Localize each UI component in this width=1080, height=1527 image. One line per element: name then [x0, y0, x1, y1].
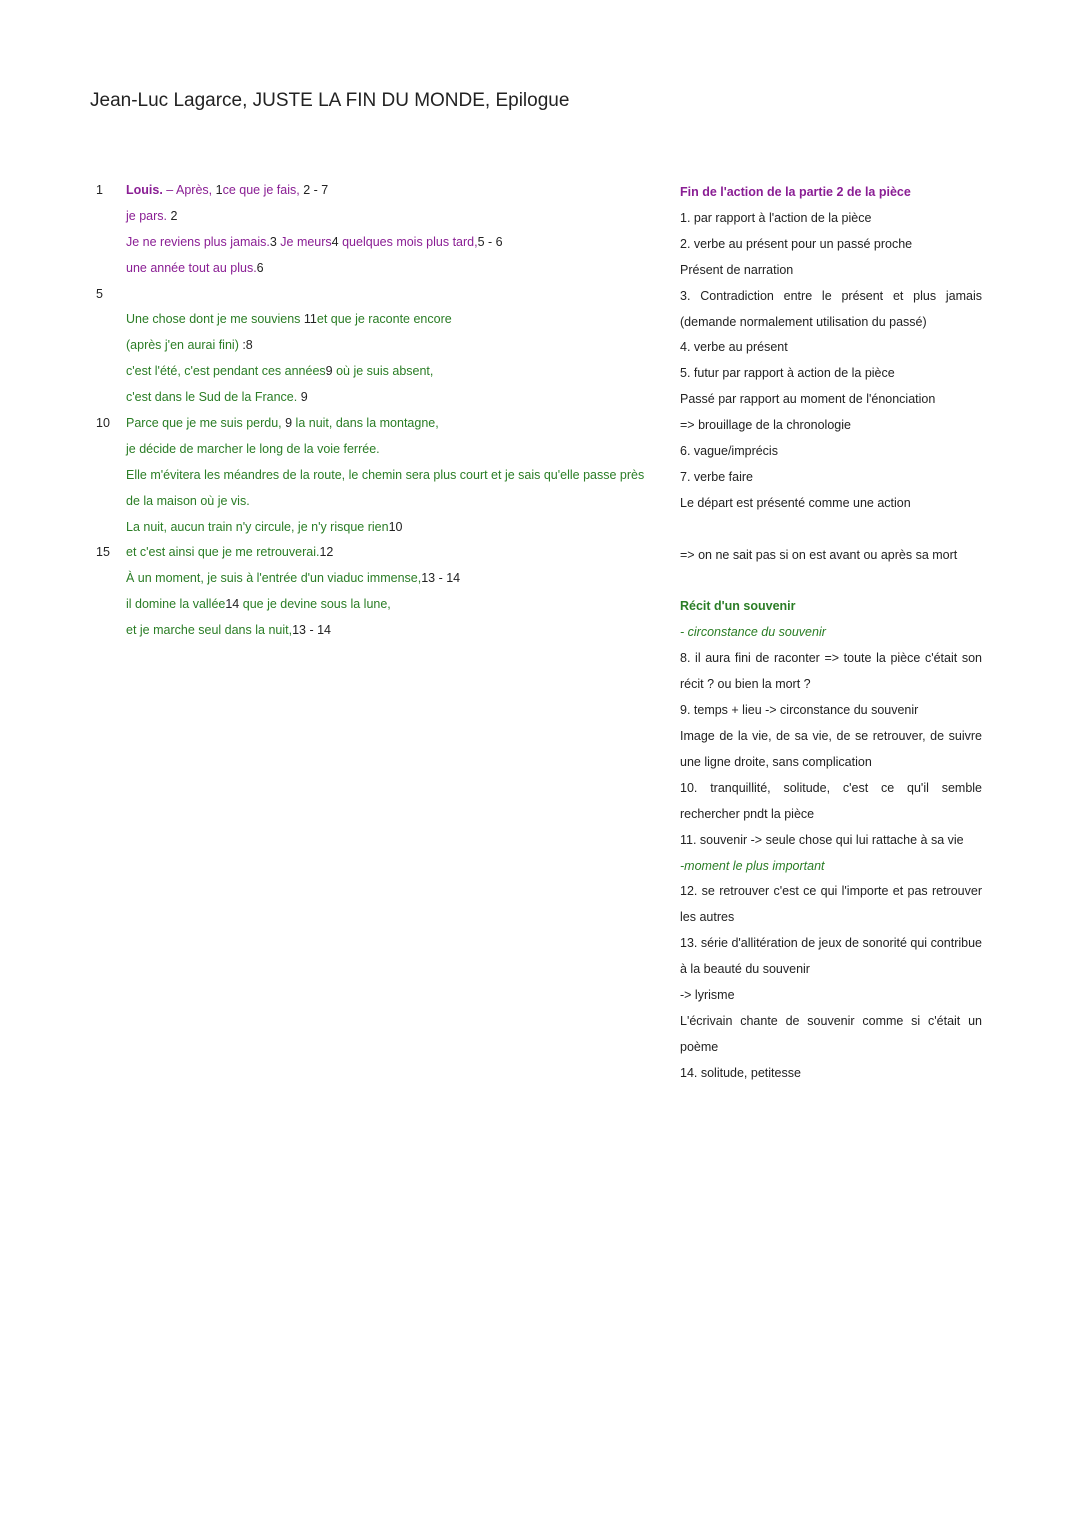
text-segment: où je suis absent, [336, 364, 434, 379]
text-segment: c'est dans le Sud de la France. [126, 390, 298, 405]
text-segment: – Après, [162, 183, 216, 197]
note-item: Présent de narration [680, 262, 794, 277]
annotation-marker: 12 [319, 545, 334, 560]
note-item: 12. se retrouver c'est ce qui l'importe et pas retrouver les autres [680, 884, 982, 925]
annotation-marker: 9 [297, 390, 308, 405]
note-item: 6. vague/imprécis [680, 444, 778, 459]
line-text [126, 387, 666, 413]
line-number [96, 335, 126, 361]
text-segment: la nuit, dans la montagne, [295, 416, 439, 431]
note-item: => on ne sait pas si on est avant ou après sa mort [680, 547, 958, 562]
note-heading: Récit d'un souvenir [680, 599, 796, 614]
text-line [96, 206, 666, 232]
text-segment: À un moment, je suis à l'entrée d'un viaduc immense, [126, 571, 422, 586]
annotation-marker: 1 [215, 183, 223, 197]
line-text [126, 284, 666, 310]
text-line [96, 517, 666, 543]
text-segment: quelques mois plus tard, [342, 234, 478, 249]
line-text [126, 309, 666, 335]
text-line [96, 309, 666, 335]
text-segment: Une chose dont je me souviens [126, 312, 304, 327]
line-text [126, 413, 666, 439]
text-line [96, 180, 666, 206]
text-line [96, 568, 666, 594]
line-text [126, 439, 666, 465]
line-text [126, 180, 666, 206]
line-text [126, 335, 666, 361]
text-line [96, 542, 666, 568]
line-text [126, 361, 666, 387]
note-item: - circonstance du souvenir [680, 625, 826, 640]
text-line [96, 387, 666, 413]
text-segment: et c'est ainsi que je me retrouverai. [126, 545, 320, 560]
note-item: -moment le plus important [680, 858, 825, 873]
annotation-marker: 3 [269, 234, 281, 249]
note-item: => brouillage de la chronologie [680, 418, 851, 433]
text-segment: Je meurs [280, 234, 332, 249]
annotation-marker: 11 [303, 312, 317, 327]
line-number: 10 [96, 416, 110, 431]
note-heading: Fin de l'action de la partie 2 de la pièce [680, 185, 911, 199]
line-number [96, 620, 126, 646]
line-text [126, 232, 666, 258]
line-text [126, 517, 666, 543]
annotation-marker: 9 [281, 416, 296, 431]
line-number [96, 465, 126, 491]
line-text [126, 465, 666, 491]
note-item: 14. solitude, petitesse [680, 1065, 801, 1080]
text-segment: ce que je fais, [222, 183, 300, 197]
annotation-marker: :8 [242, 338, 253, 353]
note-item: 4. verbe au présent [680, 340, 788, 355]
line-number [96, 206, 126, 232]
text-line [96, 361, 666, 387]
line-number: 5 [96, 286, 103, 301]
text-line [96, 439, 666, 465]
text-line [96, 232, 666, 258]
note-item: 13. série d'allitération de jeux de sonorité qui contribue à la beauté du souvenir [680, 936, 982, 977]
line-number [96, 361, 126, 387]
note-item: 11. souvenir -> seule chose qui lui rattache à sa vie [680, 832, 964, 847]
annotation-marker: 13 - 14 [421, 571, 461, 586]
note-item: 2. verbe au présent pour un passé proche [680, 236, 913, 251]
note-item: 1. par rapport à l'action de la pièce [680, 210, 872, 225]
line-number [96, 491, 126, 517]
line-text [126, 206, 666, 232]
line-text [126, 491, 666, 517]
annotation-marker: 10 [388, 519, 403, 534]
annotation-marker: 2 - 7 [299, 183, 329, 197]
line-number [96, 568, 126, 594]
text-segment: Je ne reviens plus jamais. [126, 234, 270, 249]
text-line [96, 594, 666, 620]
note-item: Image de la vie, de sa vie, de se retrouver, de suivre une ligne droite, sans complication [680, 729, 982, 769]
annotation-marker: 2 [167, 208, 178, 223]
line-number [96, 517, 126, 543]
note-item: L'écrivain chante de souvenir comme si c'était un poème [680, 1013, 982, 1054]
text-line [96, 258, 666, 284]
text-segment: une année tout au plus. [126, 260, 257, 275]
annotation-marker: 6 [256, 260, 264, 275]
note-item: Passé par rapport au moment de l'énonciation [680, 392, 936, 407]
note-item: 3. Contradiction entre le présent et plus jamais (demande normalement utilisation du passé) [680, 288, 982, 329]
line-text [126, 258, 666, 284]
line-text [126, 542, 666, 568]
page-title: Jean-Luc Lagarce, JUSTE LA FIN DU MONDE, Epilogue [90, 90, 570, 111]
text-segment: et que je raconte encore [316, 312, 452, 327]
line-number: 15 [96, 545, 110, 560]
note-spacer [680, 517, 982, 543]
line-number [96, 232, 126, 258]
note-item: Le départ est présenté comme une action [680, 495, 911, 510]
note-item: 5. futur par rapport à action de la pièce [680, 366, 895, 381]
line-text [126, 568, 666, 594]
line-number [96, 387, 126, 413]
excerpt-text [96, 180, 666, 646]
text-segment: je décide de marcher le long de la voie ferrée. [126, 441, 380, 456]
text-segment: c'est l'été, c'est pendant ces années [126, 364, 326, 379]
line-number: 1 [96, 183, 103, 197]
annotation-column [680, 180, 982, 1087]
text-segment: Parce que je me suis perdu, [126, 416, 282, 431]
text-line [96, 465, 666, 491]
text-segment: de la maison où je vis. [126, 493, 250, 508]
line-number [96, 439, 126, 465]
line-text [126, 594, 666, 620]
note-item: 8. il aura fini de raconter => toute la pièce c'était son récit ? ou bien la mort ? [680, 651, 982, 692]
text-segment: que je devine sous la lune, [242, 597, 391, 612]
text-line [96, 284, 666, 310]
note-item: 10. tranquillité, solitude, c'est ce qu'il semble rechercher pndt la pièce [680, 780, 982, 821]
text-line [96, 491, 666, 517]
annotation-marker: 14 [225, 597, 243, 612]
annotation-marker: 4 [331, 234, 343, 249]
text-line [96, 620, 666, 646]
note-item: 9. temps + lieu -> circonstance du souvenir [680, 703, 919, 718]
text-segment: La nuit, aucun train n'y circule, je n'y risque rien [126, 519, 389, 534]
note-item: 7. verbe faire [680, 469, 753, 484]
text-segment: je pars. [126, 208, 167, 223]
text-segment: il domine la vallée [126, 597, 226, 612]
line-number [96, 594, 126, 620]
annotation-marker: 13 - 14 [292, 623, 331, 638]
text-line [96, 413, 666, 439]
annotation-marker: 9 [325, 364, 337, 379]
text-segment: et je marche seul dans la nuit, [126, 623, 293, 638]
line-number [96, 309, 126, 335]
text-segment: Louis. [126, 183, 163, 197]
note-spacer [680, 569, 982, 595]
line-number [96, 258, 126, 284]
line-text [126, 620, 666, 646]
text-segment: (après j'en aurai fini) [126, 338, 243, 353]
text-line [96, 335, 666, 361]
text-segment: Elle m'évitera les méandres de la route, le chemin sera plus court et je sais qu'elle passe près [126, 467, 645, 482]
annotation-marker: 5 - 6 [477, 234, 503, 249]
note-item: -> lyrisme [680, 988, 735, 1003]
